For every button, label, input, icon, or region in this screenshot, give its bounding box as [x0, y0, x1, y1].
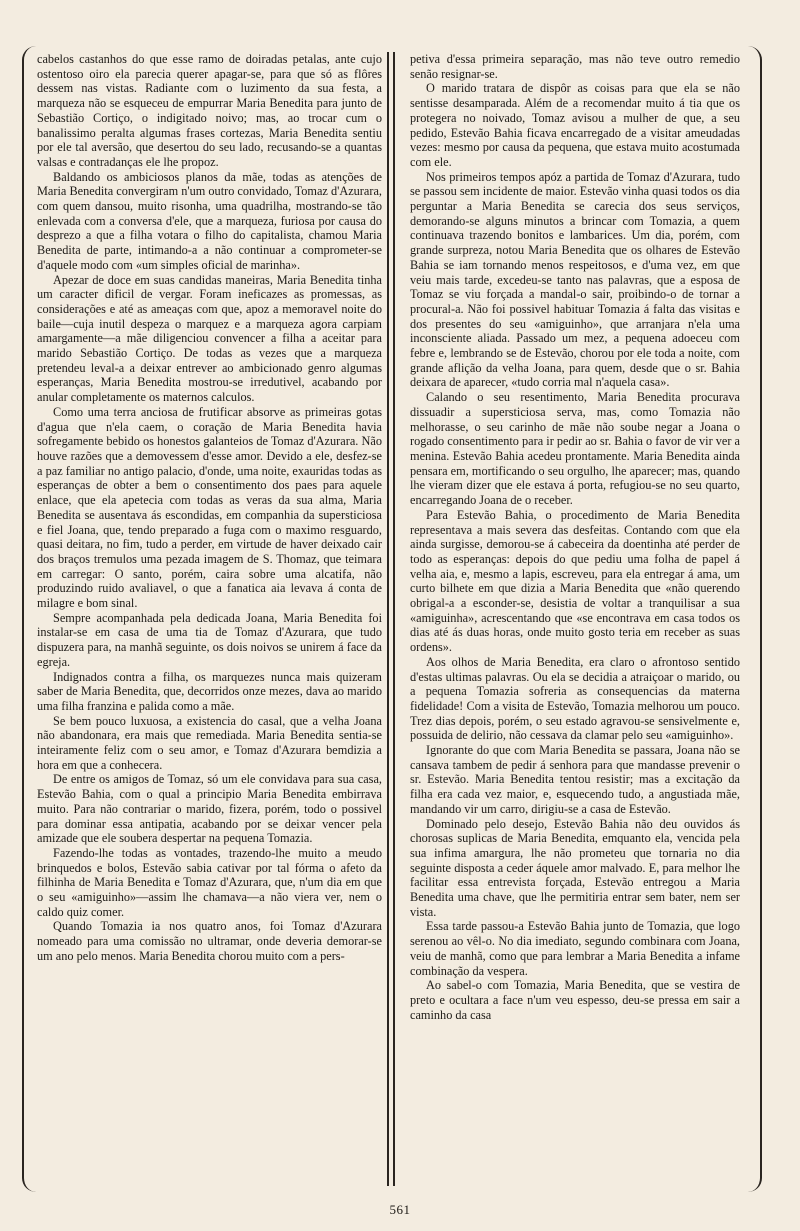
left-paragraph: Como uma terra anciosa de frutificar absorve as primeiras gotas d'agua que n'ela caem, o coração de Maria Benedita havia sofregamente bebido os honestos galanteios de Tomaz d'Azurara. Não houve razões que a demovessem d'esse amor. Devido a ele, desfez-se a paz familiar no antigo palacio, d'onde, uma noite, exauridas todas as esperanças de obter a bem o consentimento dos paes para aquele enlace, que ela apetecia com todas as veras da sua alma, Maria Benedita se ausentava ás escondidas, em companhia da supersticiosa e fiel Joana, que, tendo preparado a fuga com o maximo resguardo, quasi deitara, no fim, tudo a perder, em virtude de haver deixado cair dos braços tremulos uma pezada imagem de S. Thomaz, que teimara em carregar: O santo, porém, caira sobre uma alcatifa, não produzindo ruido avaliavel, o que a fanatica aia levava á conta de milagre e bom sinal. [37, 404, 382, 611]
page-number: 561 [389, 1202, 411, 1217]
right-paragraph: Nos primeiros tempos apóz a partida de Tomaz d'Azurara, tudo se passou sem incidente de maior. Estevão vinha quasi todos os dia perguntar a Maria Benedita se carecia dos seus serviços, demorando-se alguns minutos a brincar com Tomazia, a quem continuava trazendo bonitos e lambarices. Um dia, porém, com grande surpreza, notou Maria Benedita que os olhares de Estevão Bahia se iam tornando menos respeitosos, e d'uma vez, em que veiu mais tarde, excedeu-se tanto nas palavras, que a esposa de Tomaz se viu forçada a mandal-o sair, proibindo-o de tornar a procural-a. Não foi possivel habituar Tomazia á falta das visitas e dos presentes do seu «amiguinho», que arranjara n'ela uma inconsciente aliada. Passado um mez, a pequena adoeceu com febre e, lembrando se de Estevão, chorou por ele toda a noite, com grande aflição da velha Joana, para quem, desde que o sr. Bahia deixara de aparecer, «tudo corria mal n'aquela casa». [410, 169, 740, 390]
right-paragraph: Ao sabel-o com Tomazia, Maria Benedita, que se vestira de preto e ocultara a face n'um veu espesso, deu-se pressa em sair a caminho da casa [410, 978, 740, 1022]
right-paragraph: Ignorante do que com Maria Benedita se passara, Joana não se cansava tambem de pedir á senhora para que mandasse prevenir o sr. Estevão. Maria Benedita tentou resistir; mas a excitação da filha era cada vez maior, e, esquecendo tudo, a angustiada mãe, mandando vir um carro, dirigiu-se a casa de Estevão. [410, 743, 740, 816]
right-paragraph: Essa tarde passou-a Estevão Bahia junto de Tomazia, que logo serenou ao vêl-o. No dia imediato, segundo combinara com Joana, veiu de manhã, como que para lembrar a Maria Benedita a infame combinação da vespera. [410, 919, 740, 978]
left-column [37, 52, 382, 1180]
left-paragraph: Se bem pouco luxuosa, a existencia do casal, que a velha Joana não abandonara, era mais que remediada. Maria Benedita sentia-se inteiramente feliz com o seu amor, e Tomaz d'Azurara bemdizia a hora em que a conhecera. [37, 713, 382, 772]
column-divider-right [393, 52, 395, 1186]
left-paragraph: Baldando os ambiciosos planos da mãe, todas as atenções de Maria Benedita convergiram n'um outro convidado, Tomaz d'Azurara, com quem dansou, muito risonha, uma quadrilha, mostrando-se tão enlevada com a conversa d'ele, que a marqueza, furiosa por causa do desprezo a que a filha votara o filho do capitalista, chamou Maria Benedita de parte, intimando-a a não continuar a comprometer-se d'aquele modo com «um simples oficial de marinha». [37, 169, 382, 272]
left-paragraph: cabelos castanhos do que esse ramo de doiradas petalas, ante cujo ostentoso oiro ela parecia querer apagar-se, para que só as flôres dessem nas vistas. Radiante com o luzimento da sua festa, a marqueza não se esqueceu de empurrar Maria Benedita para junto de Sebastião Cortiço, o indigitado noivo; mas, ao trocar cum o banalissimo peralta algumas frases cortezas, Maria Benedita sentiu por ele tal aversão, que desertou do seu lado, recusando-se a quantas valsas e contradanças ele lhe propoz. [37, 52, 382, 169]
right-paragraph: Calando o seu resentimento, Maria Benedita procurava dissuadir a supersticiosa serva, mas, como Tomazia não melhorasse, o seu carinho de mãe não soube negar a Joana o rogado consentimento para ir pedir ao sr. Bahia o favor de vir ver a menina. Estevão Bahia acedeu prontamente. Maria Benedita ainda pensara em, mortificando o seu orgulho, lhe aparecer; mas, quando lhe vieram dizer que ele estava á porta, refugiou-se no seu quarto, encarregando Joana de o receber. [410, 390, 740, 508]
left-paragraph: Fazendo-lhe todas as vontades, trazendo-lhe muito a meudo brinquedos e bolos, Estevão sabia cativar por tal fórma o afeto da filhinha de Maria Benedita e Tomaz d'Azurara, que, n'um dia em que o seu «amiguinho»—assim lhe chamava—a não viera ver, nem o caldo quiz comer. [37, 845, 382, 919]
left-paragraph: Indignados contra a filha, os marquezes nunca mais quizeram saber de Maria Benedita, que, decorridos onze mezes, dava ao marido uma filha franzina e palida como a mãe. [37, 669, 382, 713]
right-paragraph: petiva d'essa primeira separação, mas não teve outro remedio senão resignar-se. [410, 52, 740, 81]
right-paragraph: Dominado pelo desejo, Estevão Bahia não deu ouvidos ás chorosas suplicas de Maria Benedita, emquanto ela, vencida pela sua infima amargura, lhe não prometeu que tornaria no dia seguinte disposta a ceder áquele amor malvado. E, para melhor lhe facilitar essa entrevista forçada, Estevão entregou a Maria Benedita uma chave, que lhe permitiria entrar sem bater, nem ser vista. [410, 816, 740, 919]
right-paragraph: Aos olhos de Maria Benedita, era claro o afrontoso sentido d'estas ultimas palavras. Ou ela se decidia a atraiçoar o marido, ou a pequena Tomazia sofreria as consequencias da materna fidelidade! Com a visita de Estevão, Tomazia melhorou um pouco. Trez dias depois, porém, o seu estado agravou-se sensivelmente e, possuida de delirio, não cessava da clamar pelo seu «amiguinho». [410, 654, 740, 743]
left-paragraph: De entre os amigos de Tomaz, só um ele convidava para sua casa, Estevão Bahia, com o qual a principio Maria Benedita embirrava muito. Para não contrariar o marido, fizera, porém, todo o possivel para dominar essa antipatia, acabando por se deixar vencer pela amizade que ele soubera despertar na pequena Tomazia. [37, 772, 382, 846]
left-paragraph: Apezar de doce em suas candidas maneiras, Maria Benedita tinha um caracter dificil de vergar. Foram ineficazes as promessas, as considerações e até as ameaças com que, apoz a memoravel noite do baile—cuja inutil despeza o marquez e a marqueza agora carpiam amargamente—a mãe diligenciou convencer a filha a aceitar para marido Sebastião Cortiço. De todas as vezes que a marqueza pretendeu leval-a a deixar entrever ao ambicionado genro algumas esperanças, Maria Benedita mostrou-se irredutivel, acabando por anular completamente os maternos calculos. [37, 272, 382, 405]
right-paragraph: O marido tratara de dispôr as coisas para que ela se não sentisse desamparada. Além de a recomendar muito á tia que os protegera no noivado, Tomaz avisou a mulher de que, a seu pedido, Estevão Bahia ficava encarregado de a visitar ameudadas vezes: mesmo por causa da pequena, que estava muito acostumada com ele. [410, 81, 740, 169]
right-paragraph: Para Estevão Bahia, o procedimento de Maria Benedita representava a mais severa das desfeitas. Contando com que ela ainda surgisse, demorou-se á cabeceira da doentinha até perder de todo as esperanças: depois do que pediu uma folha de papel á velha aia, e, mesmo a lapis, escreveu, para ela entregar á ama, um curto bilhete em que dizia a Maria Benedita que «não querendo obrigal-a a esconder-se, desistia de voltar a tranquilisar a sua «amiguinha», acrescentando que «se encontrava em casa todos os dias até ás duas horas, onde muito gosto teria em receber as suas ordens». [410, 507, 740, 655]
column-divider-left [387, 52, 389, 1186]
right-column [410, 52, 740, 1180]
left-paragraph: Sempre acompanhada pela dedicada Joana, Maria Benedita foi instalar-se em casa de uma tia de Tomaz d'Azurara, que tudo dispuzera para, na manhã seguinte, os dois noivos se unirem á face da egreja. [37, 610, 382, 669]
left-paragraph: Quando Tomazia ia nos quatro anos, foi Tomaz d'Azurara nomeado para uma comissão no ultramar, onde deveria demorar-se um ano pelo menos. Maria Benedita chorou muito com a pers- [37, 919, 382, 963]
